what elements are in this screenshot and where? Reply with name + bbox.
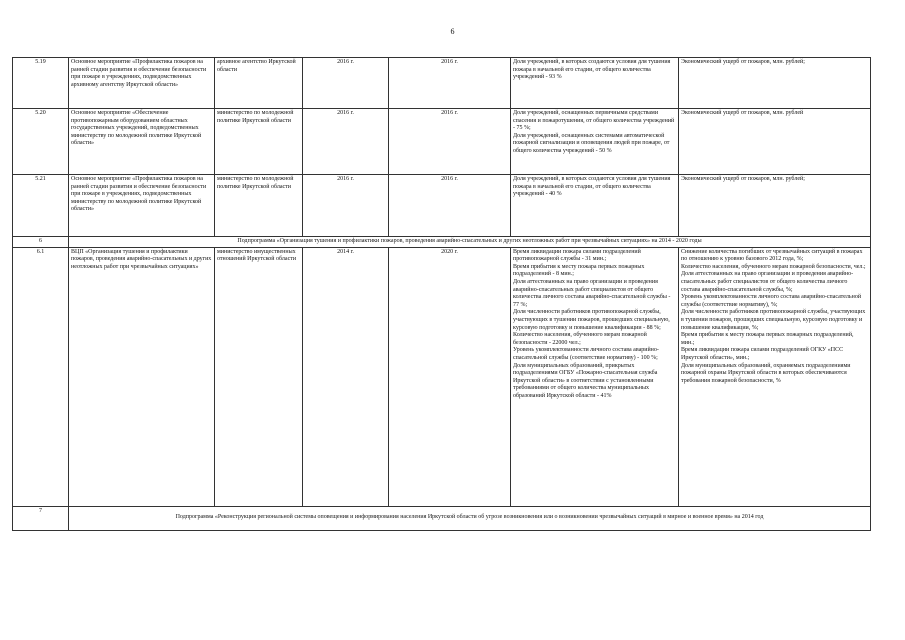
- table-row: [13, 175, 871, 237]
- section-number: 6: [13, 237, 69, 248]
- row-number: 5.20: [13, 109, 69, 175]
- section-title: Подпрограмма «Организация тушения и профилактики пожаров, проведения аварийно-спасательных и других неотложных работ при чрезвычайных ситуациях» на 2014 - 2020 годы: [69, 237, 871, 248]
- measure-name: ВЦП «Организация тушения и профилактики пожаров, проведения аварийно-спасательных и других неотложных работ при чрезвычайных ситуациях»: [69, 247, 215, 506]
- indicator: Время ликвидации пожара силами подразделений противопожарной службы - 31 мин.; Время прибытия к месту пожара первых пожарных подразделений - 8 мин.; Доля аттестованных на право организации и проведения аварийно-спасательных работ специалистов от общего количества личного состава аварийно-спасательной службы - 77 %; Доля численности работников противопожарной службы, участвующих в тушении пожаров, прошедших специальную, курсовую подготовку и повышение квалификации - 88 %; Количество населения, обученного мерам пожарной безопасности - 22000 чел.; Уровень укомплектованности личного состава аварийно-спасательной службы (соответствие нормативу) - 100 %; Доля муниципальных образований, прикрытых подразделениями ОГБУ «Пожарно-спасательная служба Иркутской области» в соответствии с установленными требованиями от общего количества муниципальных образований Иркутской области - 41%: [511, 247, 679, 506]
- executor: министерство по молодежной политике Иркутской области: [215, 109, 303, 175]
- page-number: 6: [450, 27, 455, 36]
- section-row: [13, 506, 871, 530]
- measure-name: Основное мероприятие «Профилактика пожаров на ранней стадии развития и обеспечение безопасности при пожаре в учреждениях, подведомственных министерству по молодежной политике Иркутской области»: [69, 175, 215, 237]
- target-indicator: Экономический ущерб от пожаров, млн. рублей: [679, 109, 871, 175]
- start-year: 2016 г.: [303, 109, 389, 175]
- row-number: 6.1: [13, 247, 69, 506]
- executor: министерство имущественных отношений Иркутской области: [215, 247, 303, 506]
- measure-name: Основное мероприятие «Обеспечение противопожарным оборудованием областных государственных учреждений, подведомственных министерству по молодежной политике Иркутской области»: [69, 109, 215, 175]
- table-row: [13, 109, 871, 175]
- row-number: 5.19: [13, 58, 69, 109]
- section-number: 7: [13, 506, 69, 530]
- section-title: Подпрограмма «Реконструкция региональной системы оповещения и информирования населения Иркутской области об угрозе возникновения или о возникновении чрезвычайных ситуаций в мирное и военное время» на 2014 год: [69, 506, 871, 530]
- end-year: 2016 г.: [389, 58, 511, 109]
- table-row: [13, 58, 871, 109]
- start-year: 2014 г.: [303, 247, 389, 506]
- end-year: 2016 г.: [389, 109, 511, 175]
- end-year: 2016 г.: [389, 175, 511, 237]
- indicator: Доля учреждений, в которых создаются условия для тушения пожара в начальной его стадии, от общего количества учреждений - 93 %: [511, 58, 679, 109]
- target-indicator: Экономический ущерб от пожаров, млн. рублей;: [679, 58, 871, 109]
- target-indicator: Снижение количества погибших от чрезвычайных ситуаций в пожарах по отношению к уровню базового 2012 года, %; Количество населения, обученного мерам пожарной безопасности, чел.; Доля аттестованных на право организации и проведения аварийно-спасательных работ специалистов от общего количества личного состава аварийно-спасательной службы, %; Уровень укомплектованности личного состава аварийно-спасательной службы (соответствие нормативу), %; Доля численности работников противопожарной службы, участвующих в тушении пожаров, прошедших специальную, курсовую подготовку и повышение квалификации, %; Время прибытия к месту пожара первых пожарных подразделений, мин.; Время ликвидации пожара силами подразделений ОГКУ «ПСС Иркутской области», мин.; Доля муниципальных образований, охраняемых подразделениями пожарной охраны Иркутской области в которых обеспечиваются требования пожарной безопасности, %: [679, 247, 871, 506]
- start-year: 2016 г.: [303, 58, 389, 109]
- measure-name: Основное мероприятие «Профилактика пожаров на ранней стадии развития и обеспечение безопасности при пожаре в учреждениях, подведомственных архивному агентству Иркутской области»: [69, 58, 215, 109]
- indicator: Доля учреждений, в которых создаются условия для тушения пожара в начальной его стадии, от общего количества учреждений - 40 %: [511, 175, 679, 237]
- measures-table: [12, 57, 871, 531]
- start-year: 2016 г.: [303, 175, 389, 237]
- row-number: 5.21: [13, 175, 69, 237]
- end-year: 2020 г.: [389, 247, 511, 506]
- executor: министерство по молодежной политике Иркутской области: [215, 175, 303, 237]
- executor: архивное агентство Иркутской области: [215, 58, 303, 109]
- table-row: [13, 247, 871, 506]
- target-indicator: Экономический ущерб от пожаров, млн. рублей;: [679, 175, 871, 237]
- indicator: Доля учреждений, оснащенных первичными средствами спасения и пожаротушения, от общего количества учреждений - 75 %; Доля учреждений, оснащенных системами автоматической пожарной сигнализации и оповещения людей при пожаре, от общего количества учреждений - 50 %: [511, 109, 679, 175]
- section-row: [13, 237, 871, 248]
